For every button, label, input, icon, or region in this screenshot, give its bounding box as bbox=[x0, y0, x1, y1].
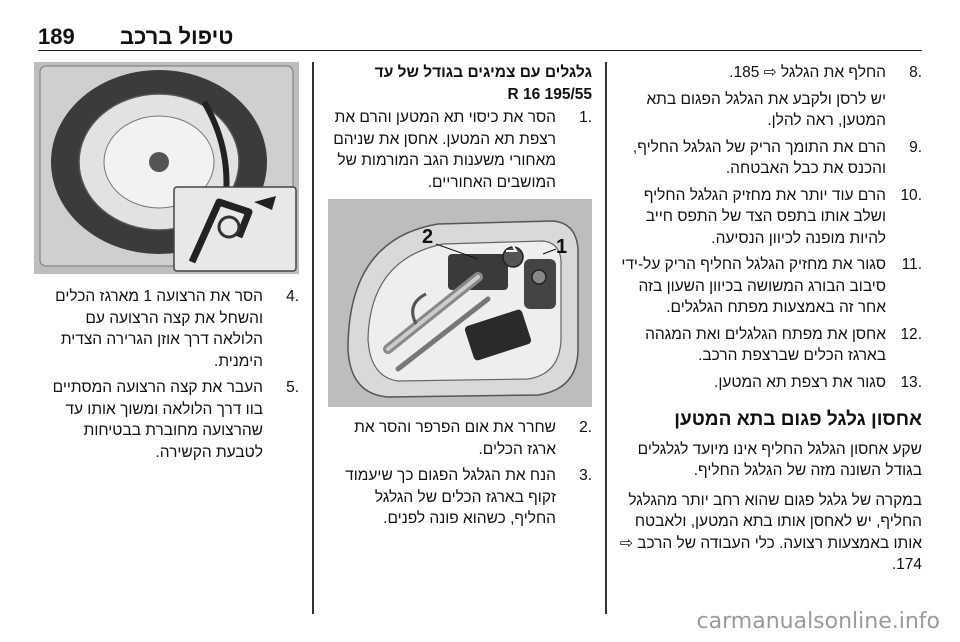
step-number: .5 bbox=[286, 379, 299, 396]
step-number: .8 bbox=[909, 64, 922, 81]
subheading: אחסון גלגל פגום בתא המטען bbox=[674, 409, 922, 430]
step-list bbox=[619, 62, 922, 393]
list-item bbox=[619, 137, 922, 180]
step-text: הנח את הגלגל הפגום כך שיעמוד זקוף בארגז הכלים של הגלגל החליף, כשהוא פונה לפנים. bbox=[345, 467, 556, 527]
step-number: .2 bbox=[579, 419, 592, 436]
step-number: .13 bbox=[900, 373, 922, 391]
list-item bbox=[619, 185, 922, 250]
step-list bbox=[328, 417, 592, 530]
callout-label-1: 1 bbox=[556, 236, 568, 258]
wheel-size-heading: גלגלים עם צמיגים בגודל של עד 195/55 R 16 bbox=[374, 64, 592, 103]
step-text: הסר את כיסוי תא המטען והרם את רצפת תא המטען. אחסן את שניהם מאחורי משענות הגב המורמות של המושבים האחוריים. bbox=[333, 109, 556, 191]
list-item bbox=[328, 465, 592, 530]
callout-label-2: 2 bbox=[422, 226, 434, 248]
page-number: 189 bbox=[38, 24, 75, 49]
step-number: .4 bbox=[286, 288, 299, 305]
step-text: סגור את רצפת תא המטען. bbox=[714, 373, 886, 391]
step-text: העבר את קצה הרצועה המסתיים בוו דרך הלולאה ומשוך אותו עד שהרצועה מחוברת בבטיחות לטבעת הקשירה. bbox=[52, 379, 263, 461]
step-text: הסר את הרצועה 1 מארגז הכלים והשחל את קצה הרצועה עם הלולאה דרך אוזן הגרירה הצדית הימנית. bbox=[55, 288, 263, 370]
left-column bbox=[34, 62, 299, 468]
list-item bbox=[34, 286, 299, 372]
step-number: .10 bbox=[900, 186, 922, 204]
spare-wheel-illustration bbox=[34, 62, 299, 274]
right-column bbox=[619, 62, 922, 584]
step-number: .12 bbox=[900, 325, 922, 343]
step-text: סגור את מחזיק הגלגל החליף הריק על-ידי סיבוב הבורג המשושה בכיוון השעון בזה אחר זה באמצעות מפתח הגלגלים. bbox=[621, 256, 886, 316]
list-item bbox=[328, 107, 592, 193]
step-text: הרם עוד יותר את מחזיק הגלגל החליף ושלב אותו בתפס הצד של התפס חייב להיות מופנה לכיוון הנסיעה. bbox=[643, 186, 886, 247]
section-title: טיפול ברכב bbox=[120, 24, 234, 49]
spare-wheel-drawing bbox=[34, 62, 299, 274]
step-number: .3 bbox=[579, 467, 592, 484]
list-item bbox=[619, 89, 922, 132]
list-item bbox=[619, 62, 922, 84]
step-text: שחרר את אום הפרפר והסר את ארגז הכלים. bbox=[354, 419, 556, 458]
step-list bbox=[34, 286, 299, 463]
step-text: אחסן את מפתח הגלגלים ואת המגהה בארגז הכלים שברצפת הרכב. bbox=[645, 325, 886, 364]
step-number: .11 bbox=[901, 256, 922, 273]
step-text: יש לרסן ולקבע את הגלגל הפגום בתא המטען, ראה להלן. bbox=[646, 90, 886, 129]
step-number: .9 bbox=[909, 138, 922, 156]
toolbox-drawing bbox=[328, 199, 592, 407]
column-divider bbox=[312, 62, 314, 614]
middle-column bbox=[328, 62, 592, 535]
list-item bbox=[619, 324, 922, 367]
paragraph: שקע אחסון הגלגל החליף אינו מיועד לגלגלים בגודל השונה מזה של הגלגל החליף. bbox=[637, 440, 922, 479]
list-item bbox=[328, 417, 592, 460]
watermark: carmanualsonline.info bbox=[696, 609, 940, 634]
step-list bbox=[328, 107, 592, 193]
column-divider bbox=[605, 62, 607, 614]
list-item bbox=[34, 377, 299, 463]
toolbox-illustration bbox=[328, 199, 592, 407]
step-text: החלף את הגלגל ⇨ 185. bbox=[729, 64, 886, 81]
page-header bbox=[38, 10, 922, 51]
step-number: .1 bbox=[579, 109, 592, 126]
list-item bbox=[619, 372, 922, 394]
step-text: הרם את התומך הריק של הגלגל החליף, והכנס את כבל האבטחה. bbox=[632, 138, 886, 177]
list-item bbox=[619, 254, 922, 319]
paragraph: במקרה של גלגל פגום שהוא רחב יותר מהגלגל החליף, יש לאחסן אותו בתא המטען, ולאבטח אותו באמצעות רצועה. כלי העבודה של הרכב ⇨ 174. bbox=[619, 491, 922, 573]
